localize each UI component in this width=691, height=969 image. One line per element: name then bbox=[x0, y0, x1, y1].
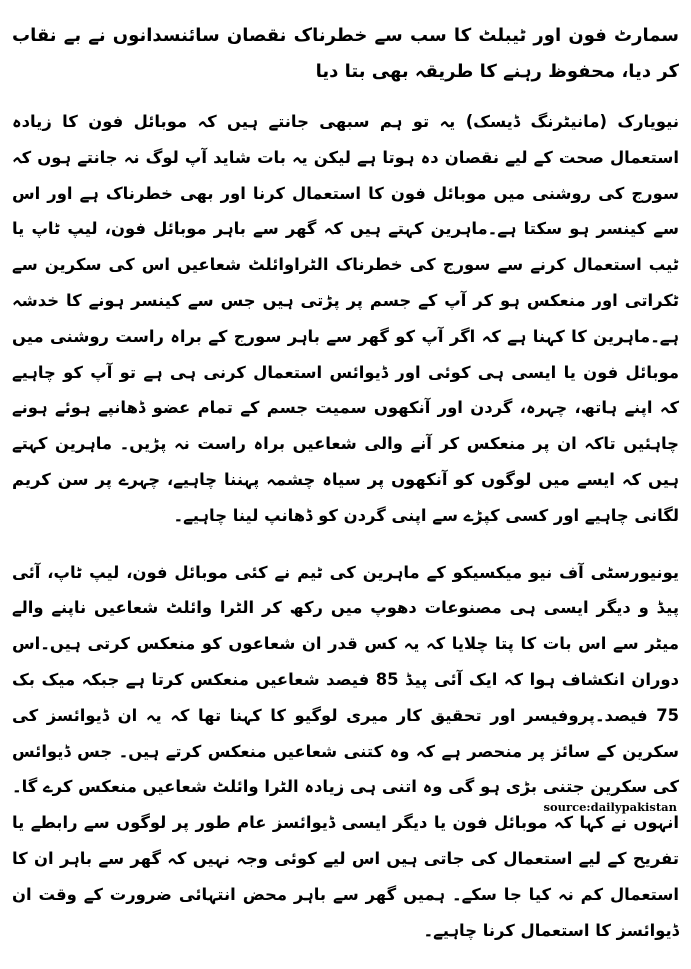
article-title: سمارٹ فون اور ٹیبلٹ کا سب سے خطرناک نقصان سائنسدانوں نے بے نقاب کر دیا، محفوظ رہنے کا طریقہ بھی بتا دیا bbox=[12, 25, 679, 82]
article-paragraph-1: نیویارک (مانیٹرنگ ڈیسک) یہ تو ہم سبھی جانتے ہیں کہ موبائل فون کا زیادہ استعمال صحت کے لیے نقصان دہ ہوتا ہے لیکن یہ بات شاید آپ لوگ نہ جانتے ہوں کہ سورج کی روشنی میں موبائل فون کا استعمال کرنا اور بھی خطرناک ہے اور اس سے کینسر ہو سکتا ہے۔ماہرین کہتے ہیں کہ گھر سے باہر موبائل فون، لیپ ٹاپ یا ٹیب استعمال کرنے سے سورج کی خطرناک الٹراوائلٹ شعاعیں اس کی سکرین سے ٹکراتی اور منعکس ہو کر آپ کے جسم پر پڑتی ہیں جس سے کینسر ہونے کا خدشہ ہے۔ماہرین کا کہنا ہے کہ اگر آپ کو گھر سے باہر سورج کے براہ راست روشنی میں موبائل فون یا ایسی ہی کوئی اور ڈیوائس استعمال کرنی ہی ہے تو آپ کو چاہیے کہ اپنے ہاتھ، چہرہ، گردن اور آنکھوں سمیت جسم کے تمام عضو ڈھانپے ہوئے ہونے چاہئیں تاکہ ان پر منعکس کر آنے والی شعاعیں براہ راست نہ پڑیں۔ ماہرین کہتے ہیں کہ ایسے میں لوگوں کو آنکھوں پر سیاہ چشمہ پہننا چاہیے، چہرے پر سن کریم لگانی چاہیے اور کسی کپڑے سے اپنی گردن کو ڈھانپ لینا چاہیے۔ bbox=[12, 112, 679, 525]
article bbox=[12, 18, 679, 969]
article-paragraph-2: یونیورسٹی آف نیو میکسیکو کے ماہرین کی ٹیم نے کئی موبائل فون، لیپ ٹاپ، آئی پیڈ و دیگر ایسی ہی مصنوعات دھوپ میں رکھ کر الٹرا وائلٹ شعاعیں ناپنے والے میٹر سے اس بات کا پتا چلایا کہ یہ کس قدر ان شعاعوں کو منعکس کرتی ہیں۔اس دوران انکشاف ہوا کہ ایک آئی پیڈ 85 فیصد شعاعیں منعکس کرتا ہے جبکہ میک بک 75 فیصد۔پروفیسر اور تحقیق کار میری لوگیو کا کہنا تھا کہ یہ ان ڈیوائسز کی سکرین کے سائز پر منحصر ہے کہ وہ کتنی شعاعیں منعکس کرتے ہیں۔ جس ڈیوائس کی سکرین جتنی بڑی ہو گی وہ اتنی ہی زیادہ الٹرا وائلٹ شعاعیں منعکس کرے گا۔انہوں نے کہا کہ موبائل فون یا دیگر ایسی ڈیوائسز عام طور پر لوگوں سے رابطے یا تفریح کے لیے استعمال کی جاتی ہیں اس لیے کوئی وجہ نہیں کہ گھر سے باہر ان کا استعمال کم نہ کیا جا سکے۔ ہمیں گھر سے باہر محض انتہائی ضرورت کے وقت ان ڈیوائسز کا استعمال کرنا چاہیے۔ bbox=[12, 562, 680, 940]
source-credit: source:dailypakistan bbox=[543, 800, 677, 814]
